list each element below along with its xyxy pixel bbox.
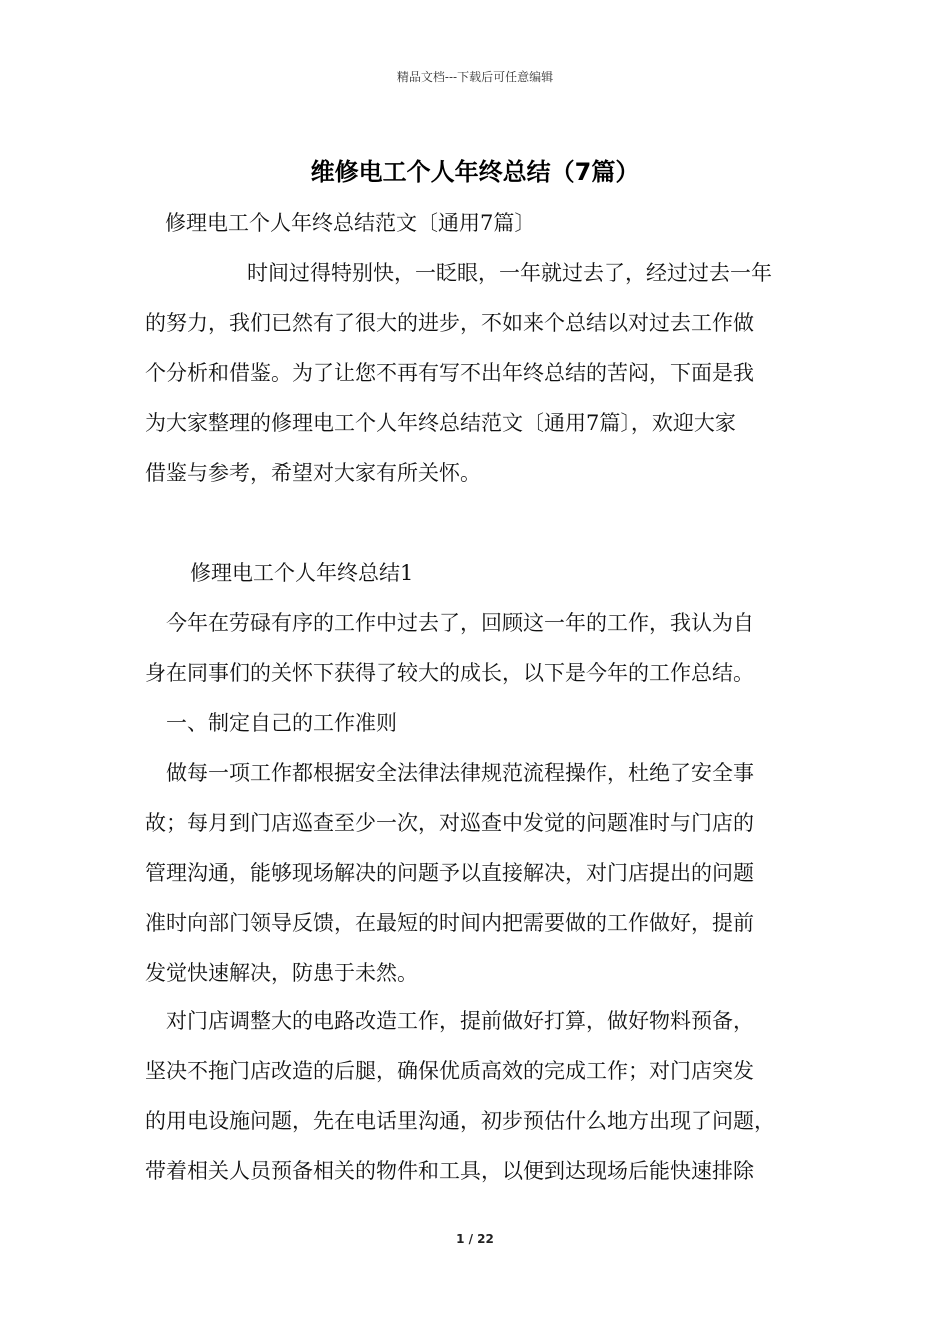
paragraph-line: 的努力，我们已然有了很大的进步，不如来个总结以对过去工作做 [145,311,754,335]
paragraph-line: 发觉快速解决，防患于未然。 [145,961,418,985]
paragraph-line: 做每一项工作都根据安全法律法律规范流程操作，杜绝了安全事 [166,761,754,785]
section-heading [190,548,855,598]
paragraph-2 [145,748,810,998]
paragraph-line: 故；每月到门店巡查至少一次，对巡查中发觉的问题准时与门店的 [145,811,754,835]
document-title: 维修电工个人年终总结（7篇） [310,158,640,186]
paragraph-line: 带着相关人员预备相关的物件和工具，以便到达现场后能快速排除 [145,1159,754,1183]
header-note: 精品文档---下载后可任意编辑 [396,70,554,84]
paragraph-line: 今年在劳碌有序的工作中过去了，回顾这一年的工作，我认为自 [166,611,754,635]
paragraph-line: 借鉴与参考，希望对大家有所关怀。 [145,461,481,485]
point-heading-text: 一、制定自己的工作准则 [166,711,397,735]
page-indicator: 1 / 22 [456,1232,494,1246]
intro-paragraph [145,248,810,498]
point-heading [166,698,831,748]
paragraph-line: 准时向部门领导反馈，在最短的时间内把需要做的工作做好，提前 [145,911,754,935]
paragraph-3 [145,996,810,1196]
subtitle-line: 修理电工个人年终总结范文〔通用7篇〕 [165,211,536,235]
paragraph-1 [145,598,810,698]
paragraph-line: 管理沟通，能够现场解决的问题予以直接解决，对门店提出的问题 [145,861,754,885]
paragraph-line: 的用电设施问题，先在电话里沟通，初步预估什么地方出现了问题， [145,1109,775,1133]
paragraph-line: 为大家整理的修理电工个人年终总结范文〔通用7篇〕，欢迎大家 [145,411,736,435]
document-subtitle [165,198,830,248]
paragraph-line: 个分析和借鉴。为了让您不再有写不出年终总结的苦闷，下面是我 [145,361,754,385]
section-heading-text: 修理电工个人年终总结1 [190,561,414,585]
paragraph-line: 身在同事们的关怀下获得了较大的成长，以下是今年的工作总结。 [145,661,754,685]
paragraph-line: 坚决不拖门店改造的后腿，确保优质高效的完成工作；对门店突发 [145,1059,754,1083]
paragraph-line: 时间过得特别快，一眨眼，一年就过去了，经过过去一年 [247,261,772,285]
paragraph-line: 对门店调整大的电路改造工作，提前做好打算，做好物料预备， [166,1009,754,1033]
